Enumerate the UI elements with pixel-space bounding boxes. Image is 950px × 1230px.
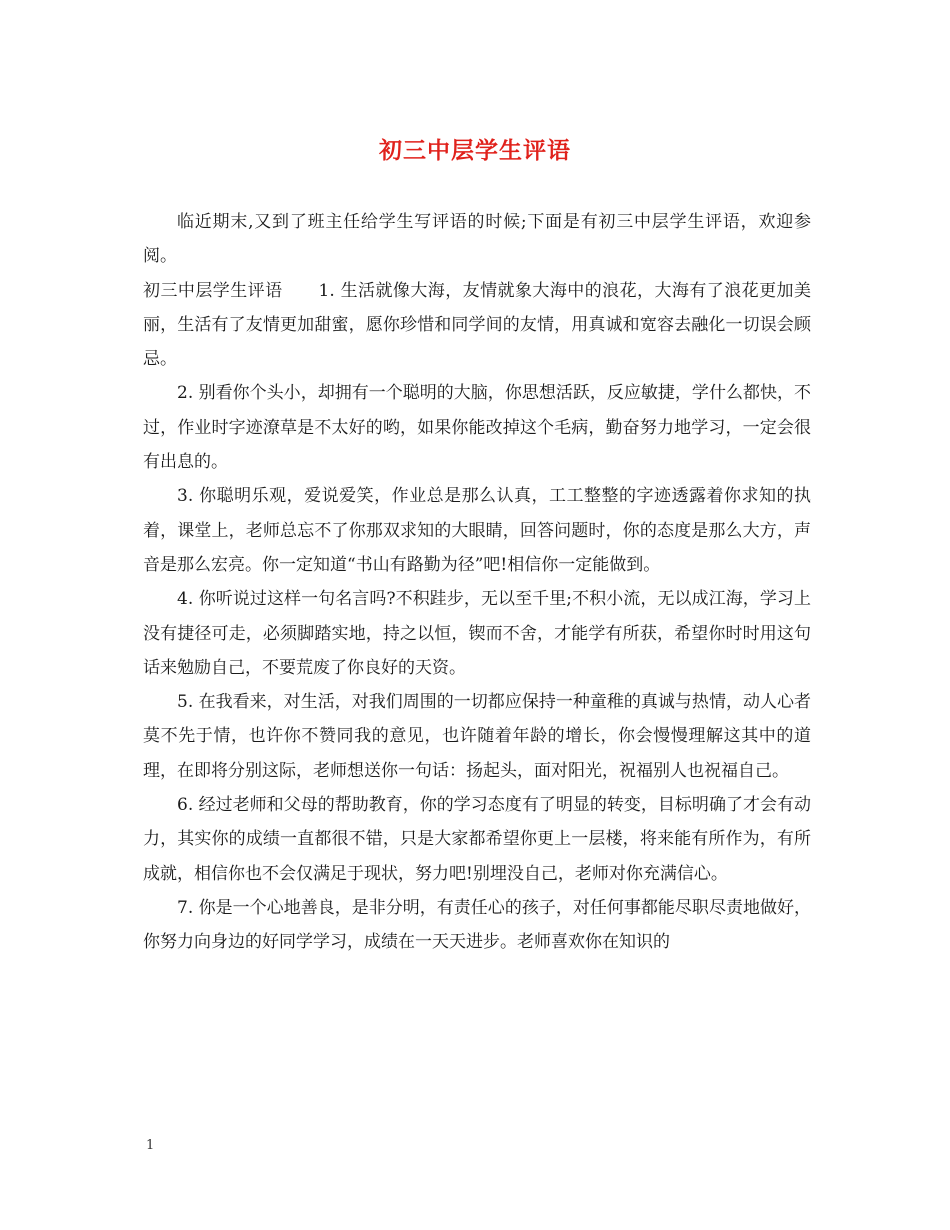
document-body (143, 205, 811, 960)
item-paragraph-5: 5. 在我看来，对生活，对我们周围的一切都应保持一种童稚的真诚与热情，动人心者莫不先于情，也许你不赞同我的意见，也许随着年龄的增长，你会慢慢理解这其中的道理，在即将分别这际，老师想送你一句话：扬起头，面对阳光，祝福别人也祝福自己。 (143, 692, 811, 781)
item-paragraph-2: 2. 别看你个头小，却拥有一个聪明的大脑，你思想活跃，反应敏捷，学什么都快，不过，作业时字迹潦草是不太好的哟，如果你能改掉这个毛病，勤奋努力地学习，一定会很有出息的。 (143, 383, 811, 473)
item-paragraph-4: 4. 你听说过这样一句名言吗?不积跬步，无以至千里;不积小流，无以成江海，学习上没有捷径可走，必须脚踏实地，持之以恒，锲而不舍，才能学有所获，希望你时时用这句话来勉励自己，不要荒废了你良好的天资。 (143, 589, 811, 678)
section-subheading: 初三中层学生评语 (143, 280, 283, 301)
item-paragraph-6: 6. 经过老师和父母的帮助教育，你的学习态度有了明显的转变，目标明确了才会有动力，其实你的成绩一直都很不错，只是大家都希望你更上一层楼，将来能有所作为，有所成就，相信你也不会仅满足于现状，努力吧!别埋没自己，老师对你充满信心。 (143, 795, 811, 884)
item-paragraph-3: 3. 你聪明乐观，爱说爱笑，作业总是那么认真，工工整整的字迹透露着你求知的执着，课堂上，老师总忘不了你那双求知的大眼睛，回答问题时，你的态度是那么大方，声音是那么宏亮。你一定知道“书山有路勤为径”吧!相信你一定能做到。 (143, 486, 811, 575)
intro-paragraph: 临近期末,又到了班主任给学生写评语的时候;下面是有初三中层学生评语，欢迎参阅。 (143, 212, 811, 267)
item-paragraph-1 (143, 274, 811, 377)
item-text-1: 1. 生活就像大海，友情就象大海中的浪花，大海有了浪花更加美丽，生活有了友情更加甜蜜，愿你珍惜和同学间的友情，用真诚和宽容去融化一切误会顾忌。 (143, 280, 811, 370)
page-number: 1 (146, 1138, 155, 1153)
item-paragraph-7: 7. 你是一个心地善良，是非分明，有责任心的孩子，对任何事都能尽职尽责地做好，你努力向身边的好同学学习，成绩在一天天进步。老师喜欢你在知识的 (143, 897, 811, 953)
document-title: 初三中层学生评语 (379, 138, 571, 164)
